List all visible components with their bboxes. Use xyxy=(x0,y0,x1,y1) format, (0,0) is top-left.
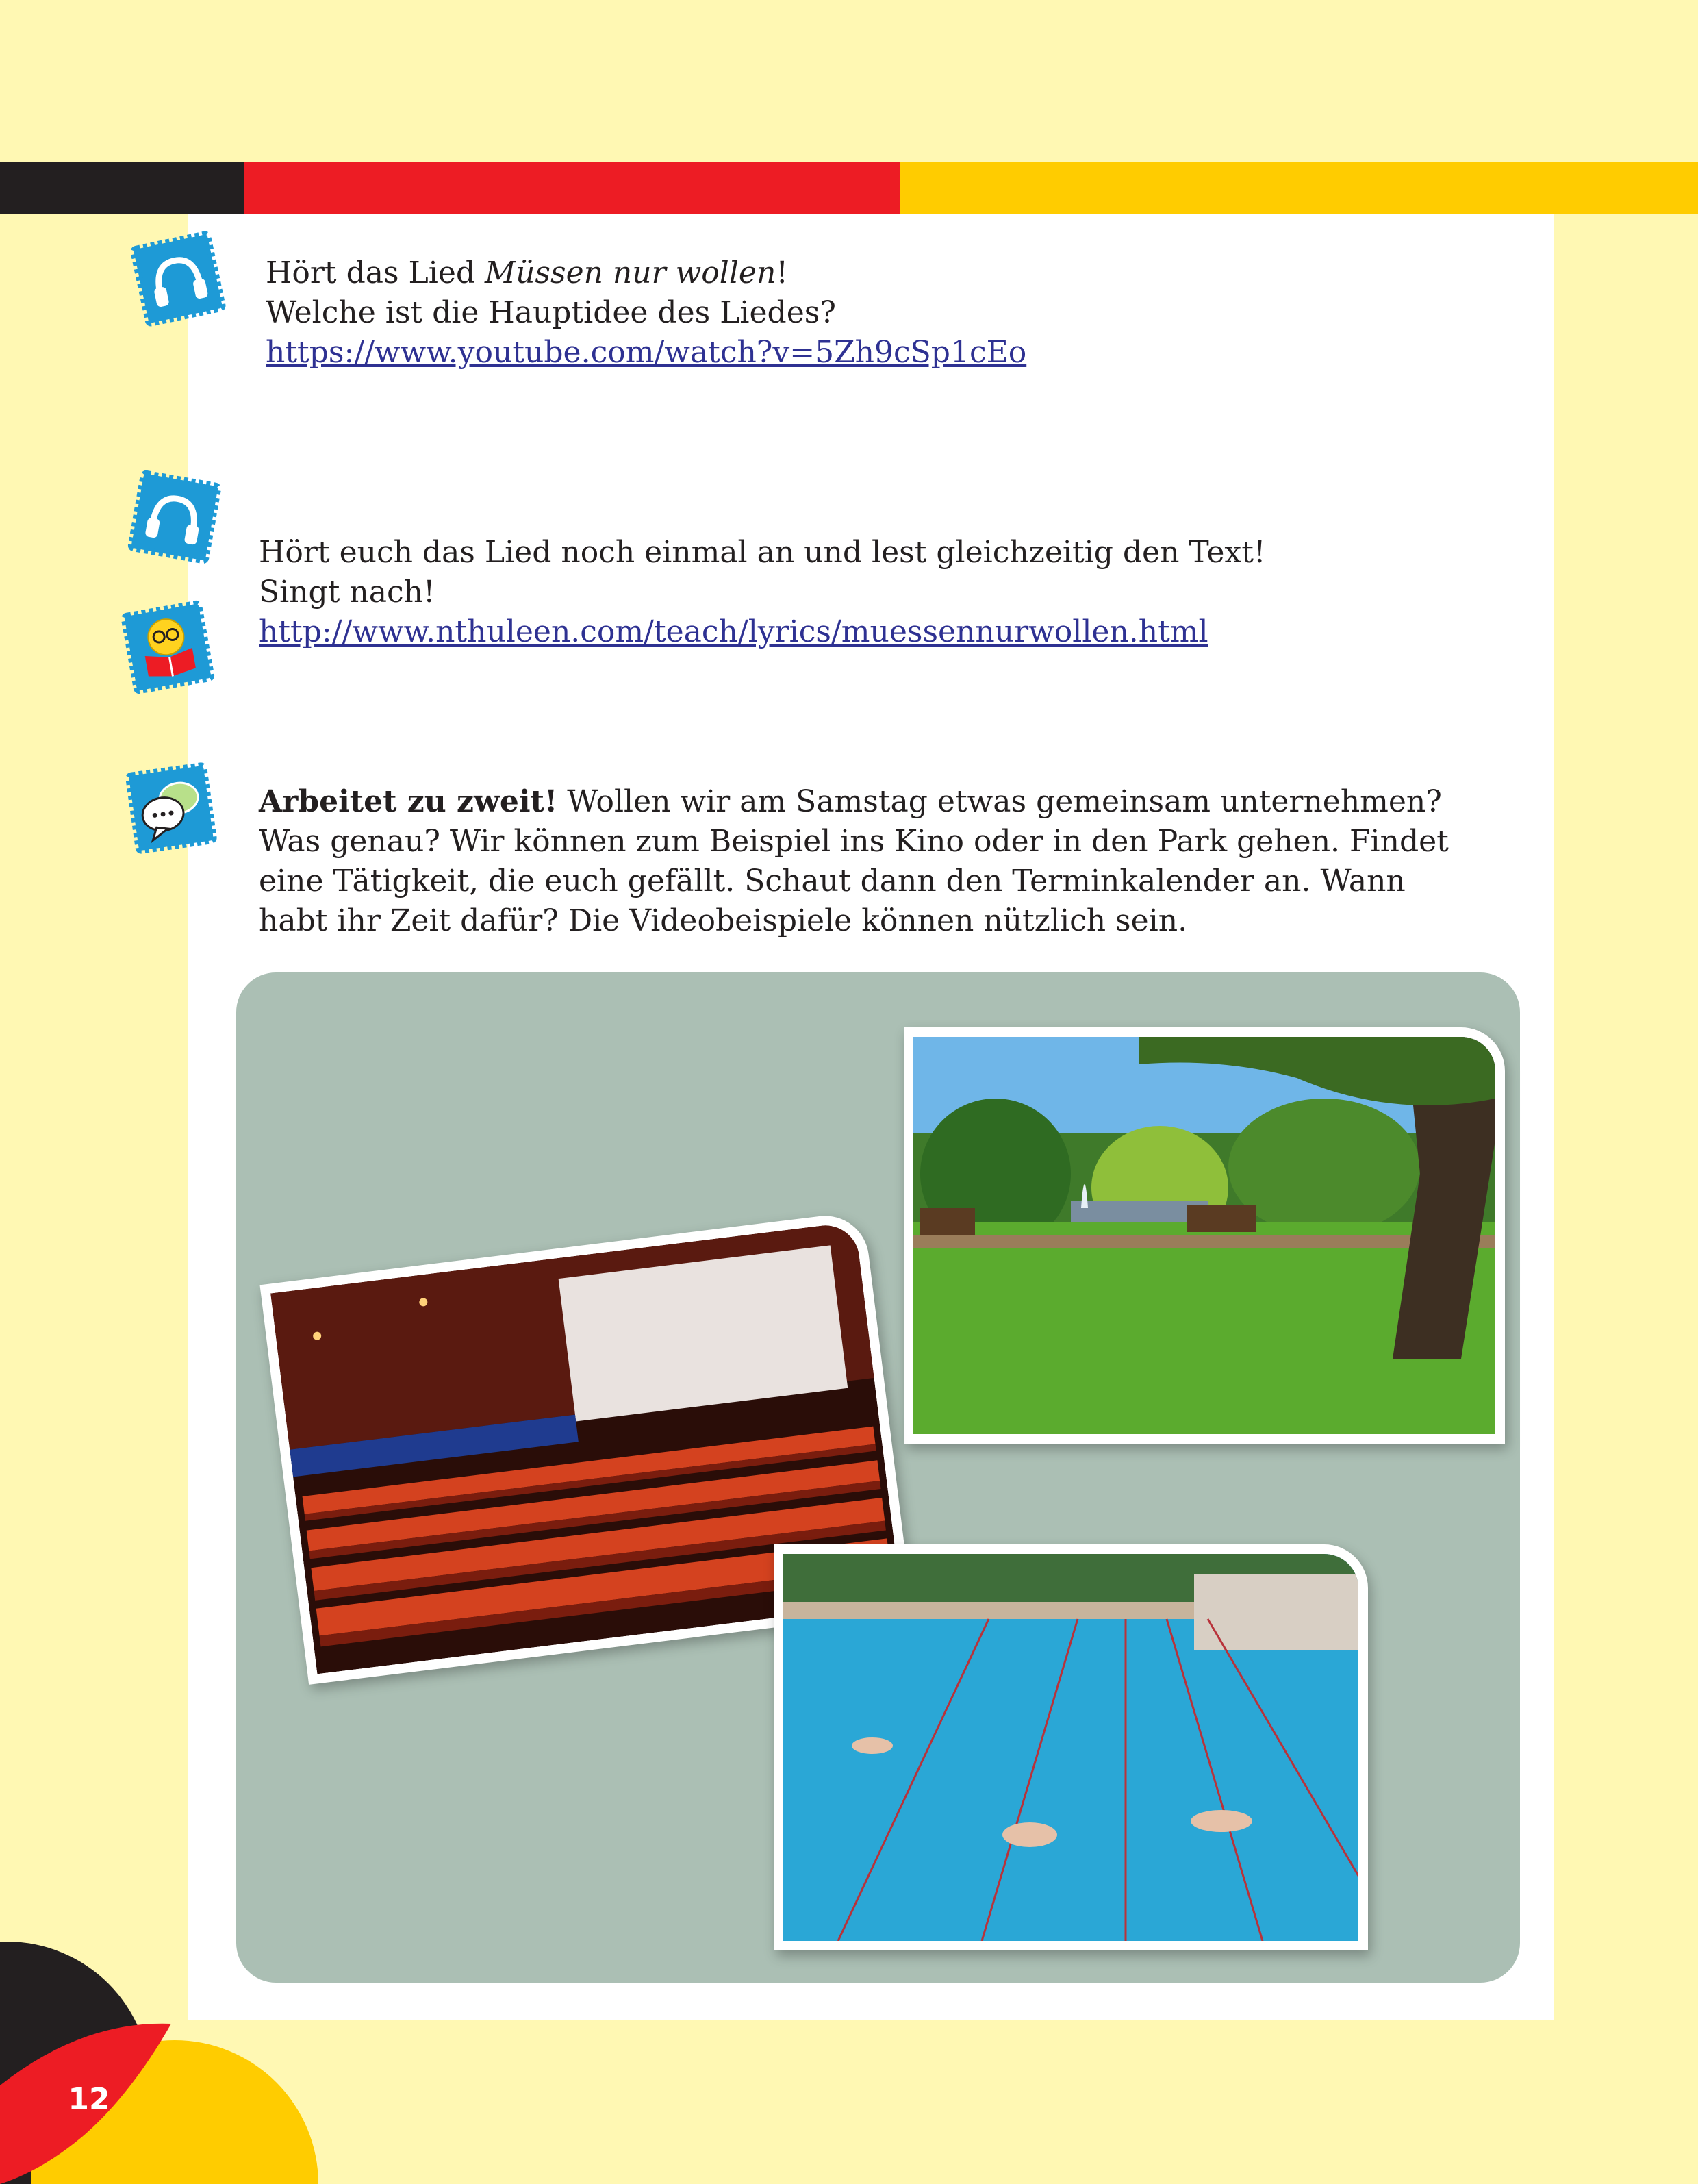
task-pair-work xyxy=(259,782,1478,941)
youtube-link[interactable]: https://www.youtube.com/watch?v=5Zh9cSp1cEo xyxy=(266,335,1027,370)
flag-stripe-black xyxy=(0,162,244,214)
song-title: Müssen nur wollen xyxy=(485,255,776,290)
headphones-icon xyxy=(127,227,229,330)
task-3-paragraph xyxy=(259,782,1478,941)
lyrics-link[interactable]: http://www.nthuleen.com/teach/lyrics/muessennurwollen.html xyxy=(259,614,1208,649)
task-1-instruction xyxy=(266,253,1430,293)
task-1-text-prefix: Hört das Lied xyxy=(266,255,485,290)
task-1-text-suffix: ! xyxy=(776,255,788,290)
task-2-sing-along: Singt nach! xyxy=(259,575,435,610)
flag-stripe-red xyxy=(244,162,900,214)
task-read-lyrics xyxy=(259,533,1457,652)
swimming-pool-photo xyxy=(774,1544,1368,1950)
headphones-icon xyxy=(123,466,226,568)
flag-stripe-gold xyxy=(900,162,1698,214)
task-listen-song xyxy=(266,253,1430,373)
reading-icon xyxy=(116,596,219,699)
task-3-lead: Arbeitet zu zweit! xyxy=(259,784,558,819)
page-number: 12 xyxy=(68,2082,110,2117)
task-2-instruction: Hört euch das Lied noch einmal an und lest gleichzeitig den Text! xyxy=(259,535,1266,570)
task-3-text: Wollen wir am Samstag etwas gemeinsam unternehmen? Was genau? Wir können zum Beispiel ins Kino oder in den Park gehen. Findet eine Tätigkeit, die euch gefällt. Schaut dann den Terminkalender an. Wann habt ihr Zeit dafür? Die Videobeispiele können nützlich sein. xyxy=(259,784,1449,938)
task-1-question: Welche ist die Hauptidee des Liedes? xyxy=(266,295,836,330)
speech-bubbles-icon xyxy=(120,757,223,859)
park-photo xyxy=(904,1027,1505,1444)
